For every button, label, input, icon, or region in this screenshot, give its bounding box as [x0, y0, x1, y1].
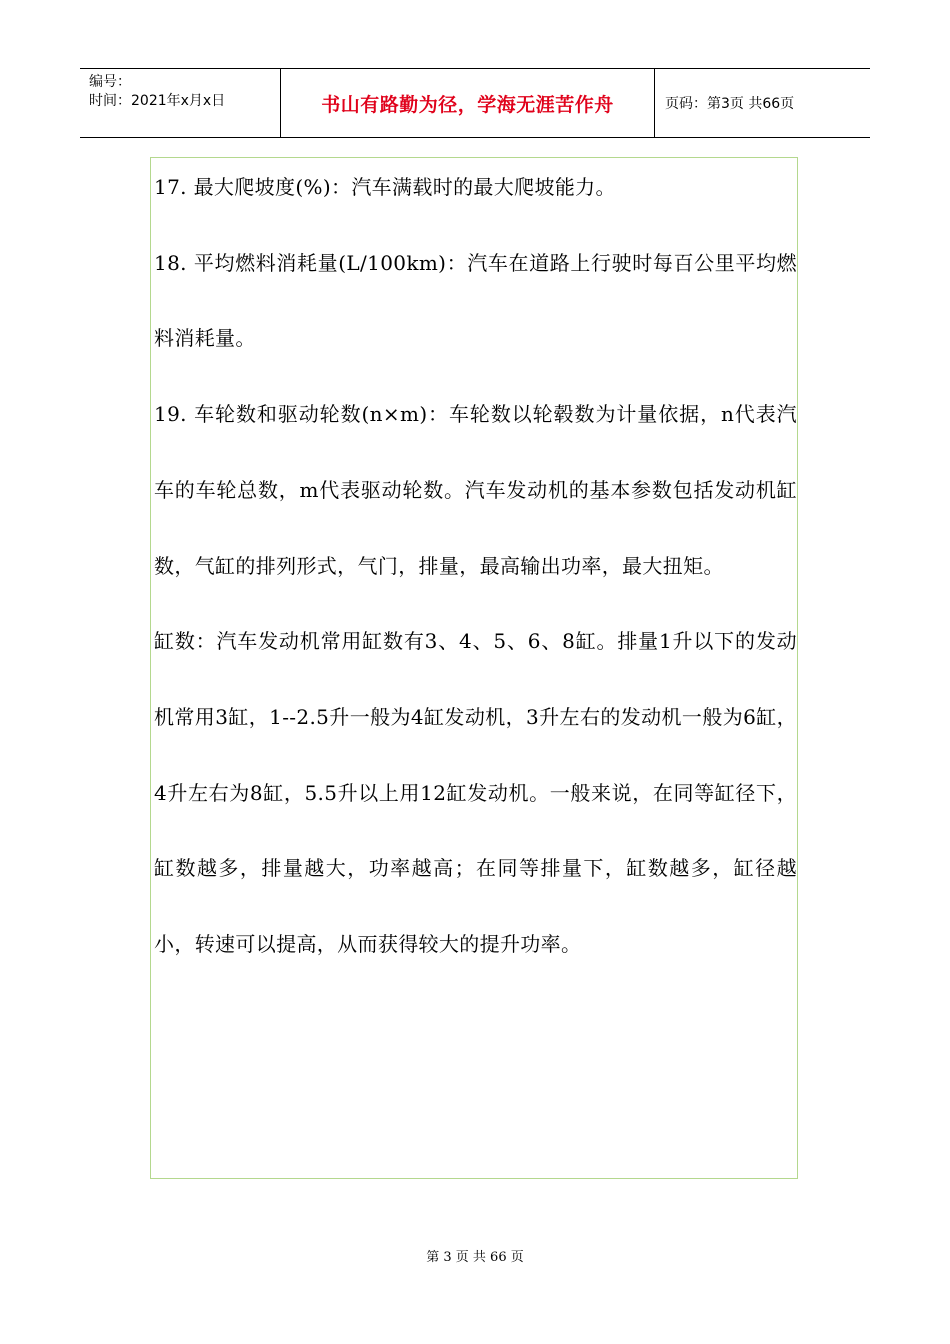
header-motto: 书山有路勤为径，学海无涯苦作舟 — [321, 93, 614, 116]
page-header — [80, 68, 870, 138]
page-footer: 第 3 页 共 66 页 — [426, 1250, 524, 1265]
document-time-label: 时间：2021年x月x日 — [89, 93, 226, 109]
header-motto-cell — [281, 69, 655, 137]
header-page-cell — [655, 69, 870, 137]
paragraph-17: 17. 最大爬坡度(%)：汽车满载时的最大爬坡能力。 — [154, 175, 616, 199]
paragraph-18: 18. 平均燃料消耗量(L/100km)：汽车在道路上行驶时每百公里平均燃料消耗量。 — [154, 250, 797, 351]
document-number-label: 编号： — [89, 74, 131, 90]
body-text — [151, 150, 797, 983]
header-meta-cell — [80, 69, 281, 137]
paragraph-19: 19. 车轮数和驱动轮数(n×m)：车轮数以轮毂数为计量依据，n代表汽车的车轮总数，m代表驱动轮数。汽车发动机的基本参数包括发动机缸数，气缸的排列形式，气门，排量，最高输出功率，最大扭矩。 — [154, 402, 797, 578]
content-box — [150, 157, 798, 1179]
header-page-info: 页码：第3页 共66页 — [665, 96, 795, 112]
paragraph-cylinders: 缸数：汽车发动机常用缸数有3、4、5、6、8缸。排量1升以下的发动机常用3缸，1--2.5升一般为4缸发动机，3升左右的发动机一般为6缸，4升左右为8缸，5.5升以上用12缸发动机。一般来说，在同等缸径下，缸数越多，排量越大，功率越高；在同等排量下，缸数越多，缸径越小，转速可以提高，从而获得较大的提升功率。 — [154, 629, 797, 957]
